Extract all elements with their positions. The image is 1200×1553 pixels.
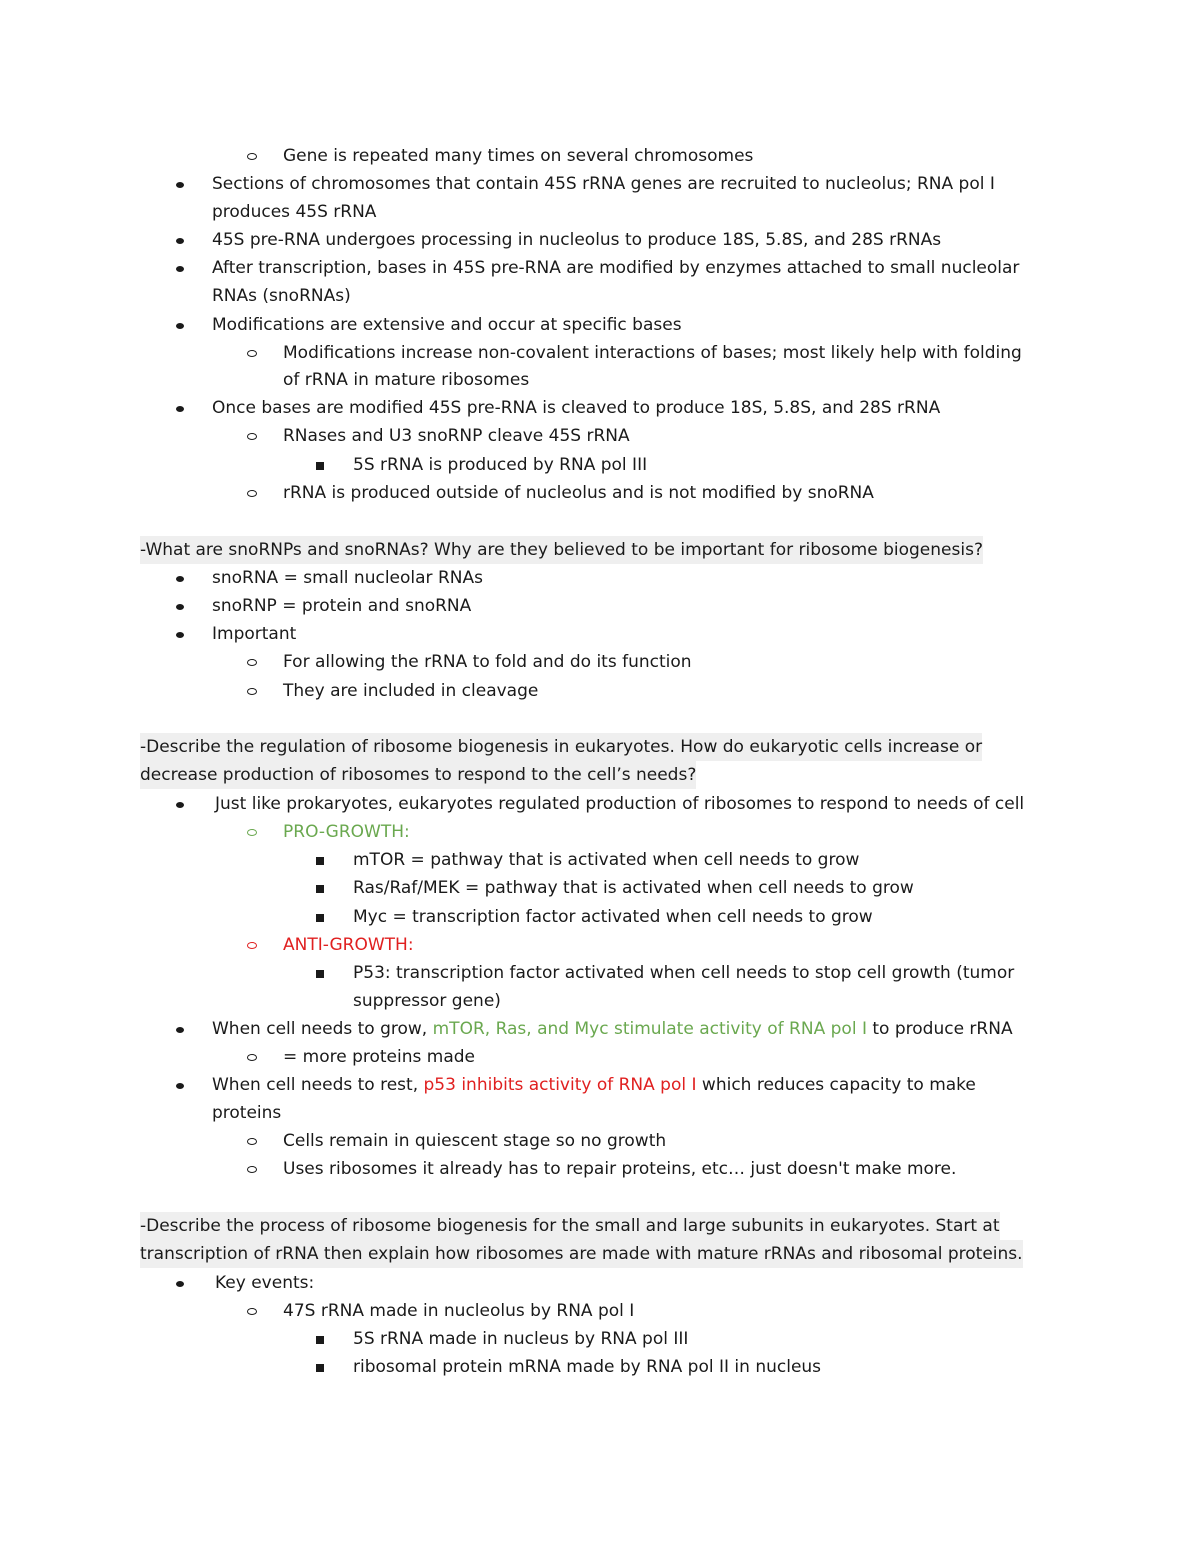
list-item: P53: transcription factor activated when cell needs to stop cell growth (tumor [353, 963, 1015, 983]
list-item-continuation: proteins [212, 1103, 282, 1123]
list-item: For allowing the rRNA to fold and do its function [283, 652, 692, 672]
bullet-icon [176, 170, 184, 198]
list-item-continuation: RNAs (snoRNAs) [212, 286, 351, 306]
list-item: Cells remain in quiescent stage so no growth [283, 1131, 667, 1151]
anti-growth-label: ANTI-GROWTH: [283, 935, 414, 955]
list-item: Myc = transcription factor activated when cell needs to grow [353, 907, 873, 927]
text-run: to produce rRNA [866, 1019, 1013, 1039]
bullet-icon [176, 620, 184, 648]
pro-growth-highlight: mTOR, Ras, and Myc stimulate activity of RNA pol I [432, 1019, 867, 1039]
list-item: rRNA is produced outside of nucleolus and is not modified by snoRNA [283, 483, 874, 503]
list-item: Uses ribosomes it already has to repair proteins, etc… just doesn't make more. [283, 1159, 957, 1179]
list-item: = more proteins made [283, 1047, 476, 1067]
list-item: Key events: [215, 1273, 315, 1293]
list-item: 5S rRNA made in nucleus by RNA pol III [353, 1329, 689, 1349]
hollow-bullet-icon [247, 931, 257, 959]
list-item: snoRNP = protein and snoRNA [212, 596, 472, 616]
list-item [212, 1015, 1013, 1043]
list-item: Ras/Raf/MEK = pathway that is activated when cell needs to grow [353, 878, 914, 898]
list-item: Sections of chromosomes that contain 45S rRNA genes are recruited to nucleolus; RNA pol I [212, 174, 995, 194]
bullet-icon [176, 592, 184, 620]
list-item: Just like prokaryotes, eukaryotes regulated production of ribosomes to respond to needs of cell [215, 794, 1025, 814]
hollow-bullet-icon [247, 1043, 257, 1071]
bullet-icon [176, 226, 184, 254]
question-heading-continuation: transcription of rRNA then explain how ribosomes are made with mature rRNAs and ribosomal proteins. [140, 1240, 1023, 1268]
hollow-bullet-icon [247, 1127, 257, 1155]
square-bullet-icon [316, 959, 324, 987]
list-item: Modifications increase non-covalent interactions of bases; most likely help with folding [283, 343, 1022, 363]
bullet-icon [176, 254, 184, 282]
list-item: snoRNA = small nucleolar RNAs [212, 568, 483, 588]
hollow-bullet-icon [247, 1297, 257, 1325]
bullet-icon [176, 311, 184, 339]
square-bullet-icon [316, 1325, 324, 1353]
list-item: mTOR = pathway that is activated when cell needs to grow [353, 850, 860, 870]
text-run: which reduces capacity to make [696, 1075, 976, 1095]
question-heading: -Describe the regulation of ribosome biogenesis in eukaryotes. How do eukaryotic cells increase or [140, 733, 982, 761]
list-item: ribosomal protein mRNA made by RNA pol II in nucleus [353, 1357, 822, 1377]
list-item: Once bases are modified 45S pre-RNA is cleaved to produce 18S, 5.8S, and 28S rRNA [212, 398, 941, 418]
bullet-icon [176, 564, 184, 592]
hollow-bullet-icon [247, 677, 257, 705]
bullet-icon [176, 1269, 184, 1297]
list-item: RNases and U3 snoRNP cleave 45S rRNA [283, 426, 630, 446]
hollow-bullet-icon [247, 339, 257, 367]
text-run: When cell needs to grow, [212, 1019, 433, 1039]
square-bullet-icon [316, 903, 324, 931]
hollow-bullet-icon [247, 818, 257, 846]
question-heading: -What are snoRNPs and snoRNAs? Why are they believed to be important for ribosome biogenesis? [140, 536, 983, 564]
list-item-continuation: suppressor gene) [353, 991, 501, 1011]
list-item: Gene is repeated many times on several chromosomes [283, 146, 754, 166]
list-item: Modifications are extensive and occur at specific bases [212, 315, 682, 335]
square-bullet-icon [316, 846, 324, 874]
pro-growth-label: PRO-GROWTH: [283, 822, 410, 842]
list-item: 45S pre-RNA undergoes processing in nucleolus to produce 18S, 5.8S, and 28S rRNAs [212, 230, 942, 250]
list-item: They are included in cleavage [283, 681, 539, 701]
question-heading-continuation: decrease production of ribosomes to respond to the cell’s needs? [140, 761, 696, 789]
square-bullet-icon [316, 1353, 324, 1381]
hollow-bullet-icon [247, 1155, 257, 1183]
bullet-icon [176, 1071, 184, 1099]
bullet-icon [176, 394, 184, 422]
bullet-icon [176, 1015, 184, 1043]
bullet-icon [176, 790, 184, 818]
list-item [212, 1071, 976, 1099]
hollow-bullet-icon [247, 648, 257, 676]
square-bullet-icon [316, 451, 324, 479]
list-item-continuation: produces 45S rRNA [212, 202, 377, 222]
list-item-continuation: of rRNA in mature ribosomes [283, 370, 530, 390]
list-item: After transcription, bases in 45S pre-RNA are modified by enzymes attached to small nucleolar [212, 258, 1020, 278]
list-item: Important [212, 624, 297, 644]
hollow-bullet-icon [247, 142, 257, 170]
list-item: 5S rRNA is produced by RNA pol III [353, 455, 648, 475]
text-run: When cell needs to rest, [212, 1075, 424, 1095]
hollow-bullet-icon [247, 422, 257, 450]
question-heading: -Describe the process of ribosome biogenesis for the small and large subunits in eukaryotes. Start at [140, 1212, 1000, 1240]
anti-growth-highlight: p53 inhibits activity of RNA pol I [423, 1075, 697, 1095]
list-item: 47S rRNA made in nucleolus by RNA pol I [283, 1301, 635, 1321]
square-bullet-icon [316, 874, 324, 902]
hollow-bullet-icon [247, 479, 257, 507]
